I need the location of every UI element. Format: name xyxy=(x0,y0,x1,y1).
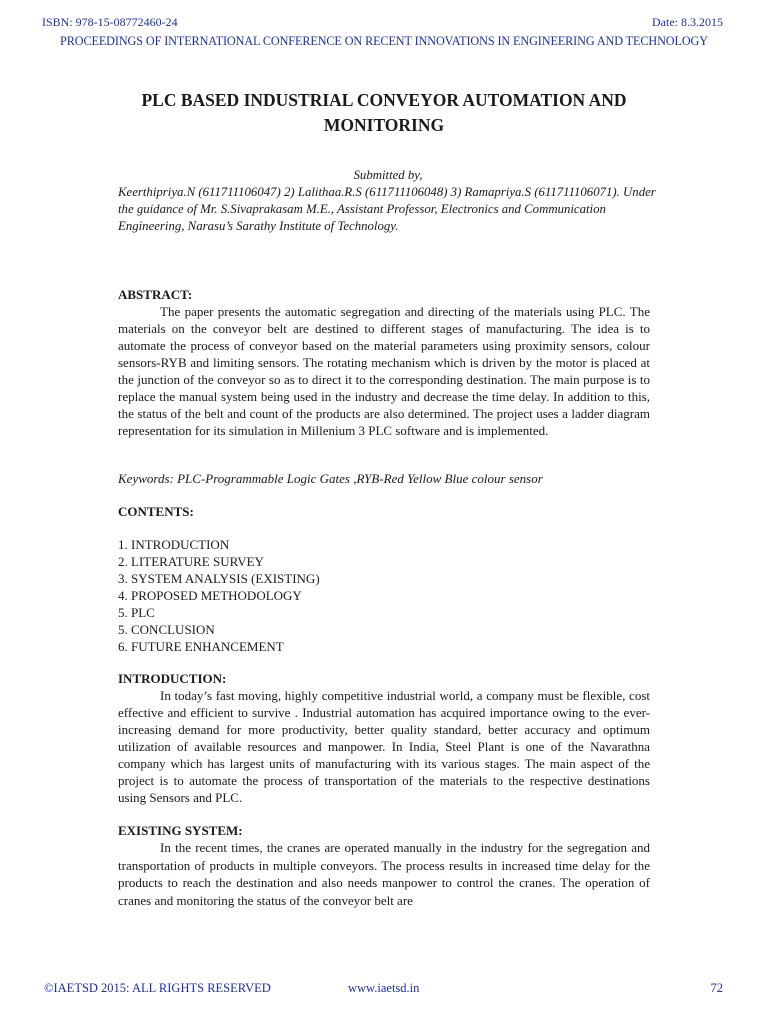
contents-list xyxy=(118,536,650,655)
isbn-label: ISBN: 978-15-08772460-24 xyxy=(42,15,178,29)
existing-system-text: In the recent times, the cranes are operated manually in the industry for the segregation and transportation of products in multiple conveyors. The process results in increased time delay for the products to reach the destination and also needs manpower to control the cranes. The operation of cranes and monitoring the status of the conveyor belt are xyxy=(118,840,650,908)
existing-system-section xyxy=(118,822,650,909)
introduction-text: In today’s fast moving, highly competitive industrial world, a company must be flexible, cost effective and efficient to survive . Industrial automation has acquired importance owing to the ever-increasing demand for more productivity, better quality standard, better accuracy and optimum utilization of available resources and manpower. In India, Steel Plant is one of the Navarathna company which has largest units of manufacturing with its various stages. The main aspect of the project is to automate the process of transportation of the materials to the respective destinations using Sensors and PLC. xyxy=(118,688,650,805)
submitted-by-label: Submitted by, xyxy=(353,168,423,182)
existing-system-heading: EXISTING SYSTEM: xyxy=(118,823,243,838)
contents-item: 2. LITERATURE SURVEY xyxy=(118,554,264,569)
contents-list-wrap xyxy=(118,536,650,655)
contents-heading: CONTENTS: xyxy=(118,504,194,519)
contents-section xyxy=(118,503,650,520)
paper-title: PLC BASED INDUSTRIAL CONVEYOR AUTOMATION AND MONITORING xyxy=(141,90,627,135)
abstract-heading: ABSTRACT: xyxy=(118,287,193,302)
introduction-heading: INTRODUCTION: xyxy=(118,671,227,686)
author-list: Keerthipriya.N (611711106047) 2) Lalithaa.R.S (611711106048) 3) Ramapriya.S (611711106071). Under the guidance of Mr. S.Sivaprakasam M.E., Assistant Professor, Electronics and Communication Engineering, Narasu’s Sarathy Institute of Technology. xyxy=(118,185,656,233)
contents-item: 3. SYSTEM ANALYSIS (EXISTING) xyxy=(118,571,320,586)
introduction-section xyxy=(118,670,650,806)
contents-item: 5. PLC xyxy=(118,605,155,620)
contents-item: 6. FUTURE ENHANCEMENT xyxy=(118,639,284,654)
page-number: 72 xyxy=(710,981,723,995)
contents-item: 5. CONCLUSION xyxy=(118,622,215,637)
contents-item: 4. PROPOSED METHODOLOGY xyxy=(118,588,302,603)
copyright-footer: ©IAETSD 2015: ALL RIGHTS RESERVED xyxy=(44,981,271,995)
abstract-text: The paper presents the automatic segregation and directing of the materials using PLC. The materials on the conveyor belt are destined to different stages of manufacturing. The idea is to automate the process of conveyor based on the material parameters using proximity sensors, colour sensors-RYB and limiting sensors. The rotating mechanism which is driven by the motor is placed at the junction of the conveyor so as to direct it to the corresponding destination. The main purpose is to replace the manual system being used in the industry and decrease the time delay. In addition to this, the status of the belt and count of the products are also determined. The project uses a ladder diagram representation for its simulation in Millenium 3 PLC software and is implemented. xyxy=(118,304,650,438)
conference-header: PROCEEDINGS OF INTERNATIONAL CONFERENCE ON RECENT INNOVATIONS IN ENGINEERING AND TECHNOLOGY xyxy=(60,34,708,48)
author-block xyxy=(118,167,658,235)
contents-item: 1. INTRODUCTION xyxy=(118,537,230,552)
keywords-line: Keywords: PLC-Programmable Logic Gates ,RYB-Red Yellow Blue colour sensor xyxy=(118,471,543,486)
date-label: Date: 8.3.2015 xyxy=(652,15,723,29)
website-footer: www.iaetsd.in xyxy=(348,981,420,995)
abstract-section xyxy=(118,286,650,439)
